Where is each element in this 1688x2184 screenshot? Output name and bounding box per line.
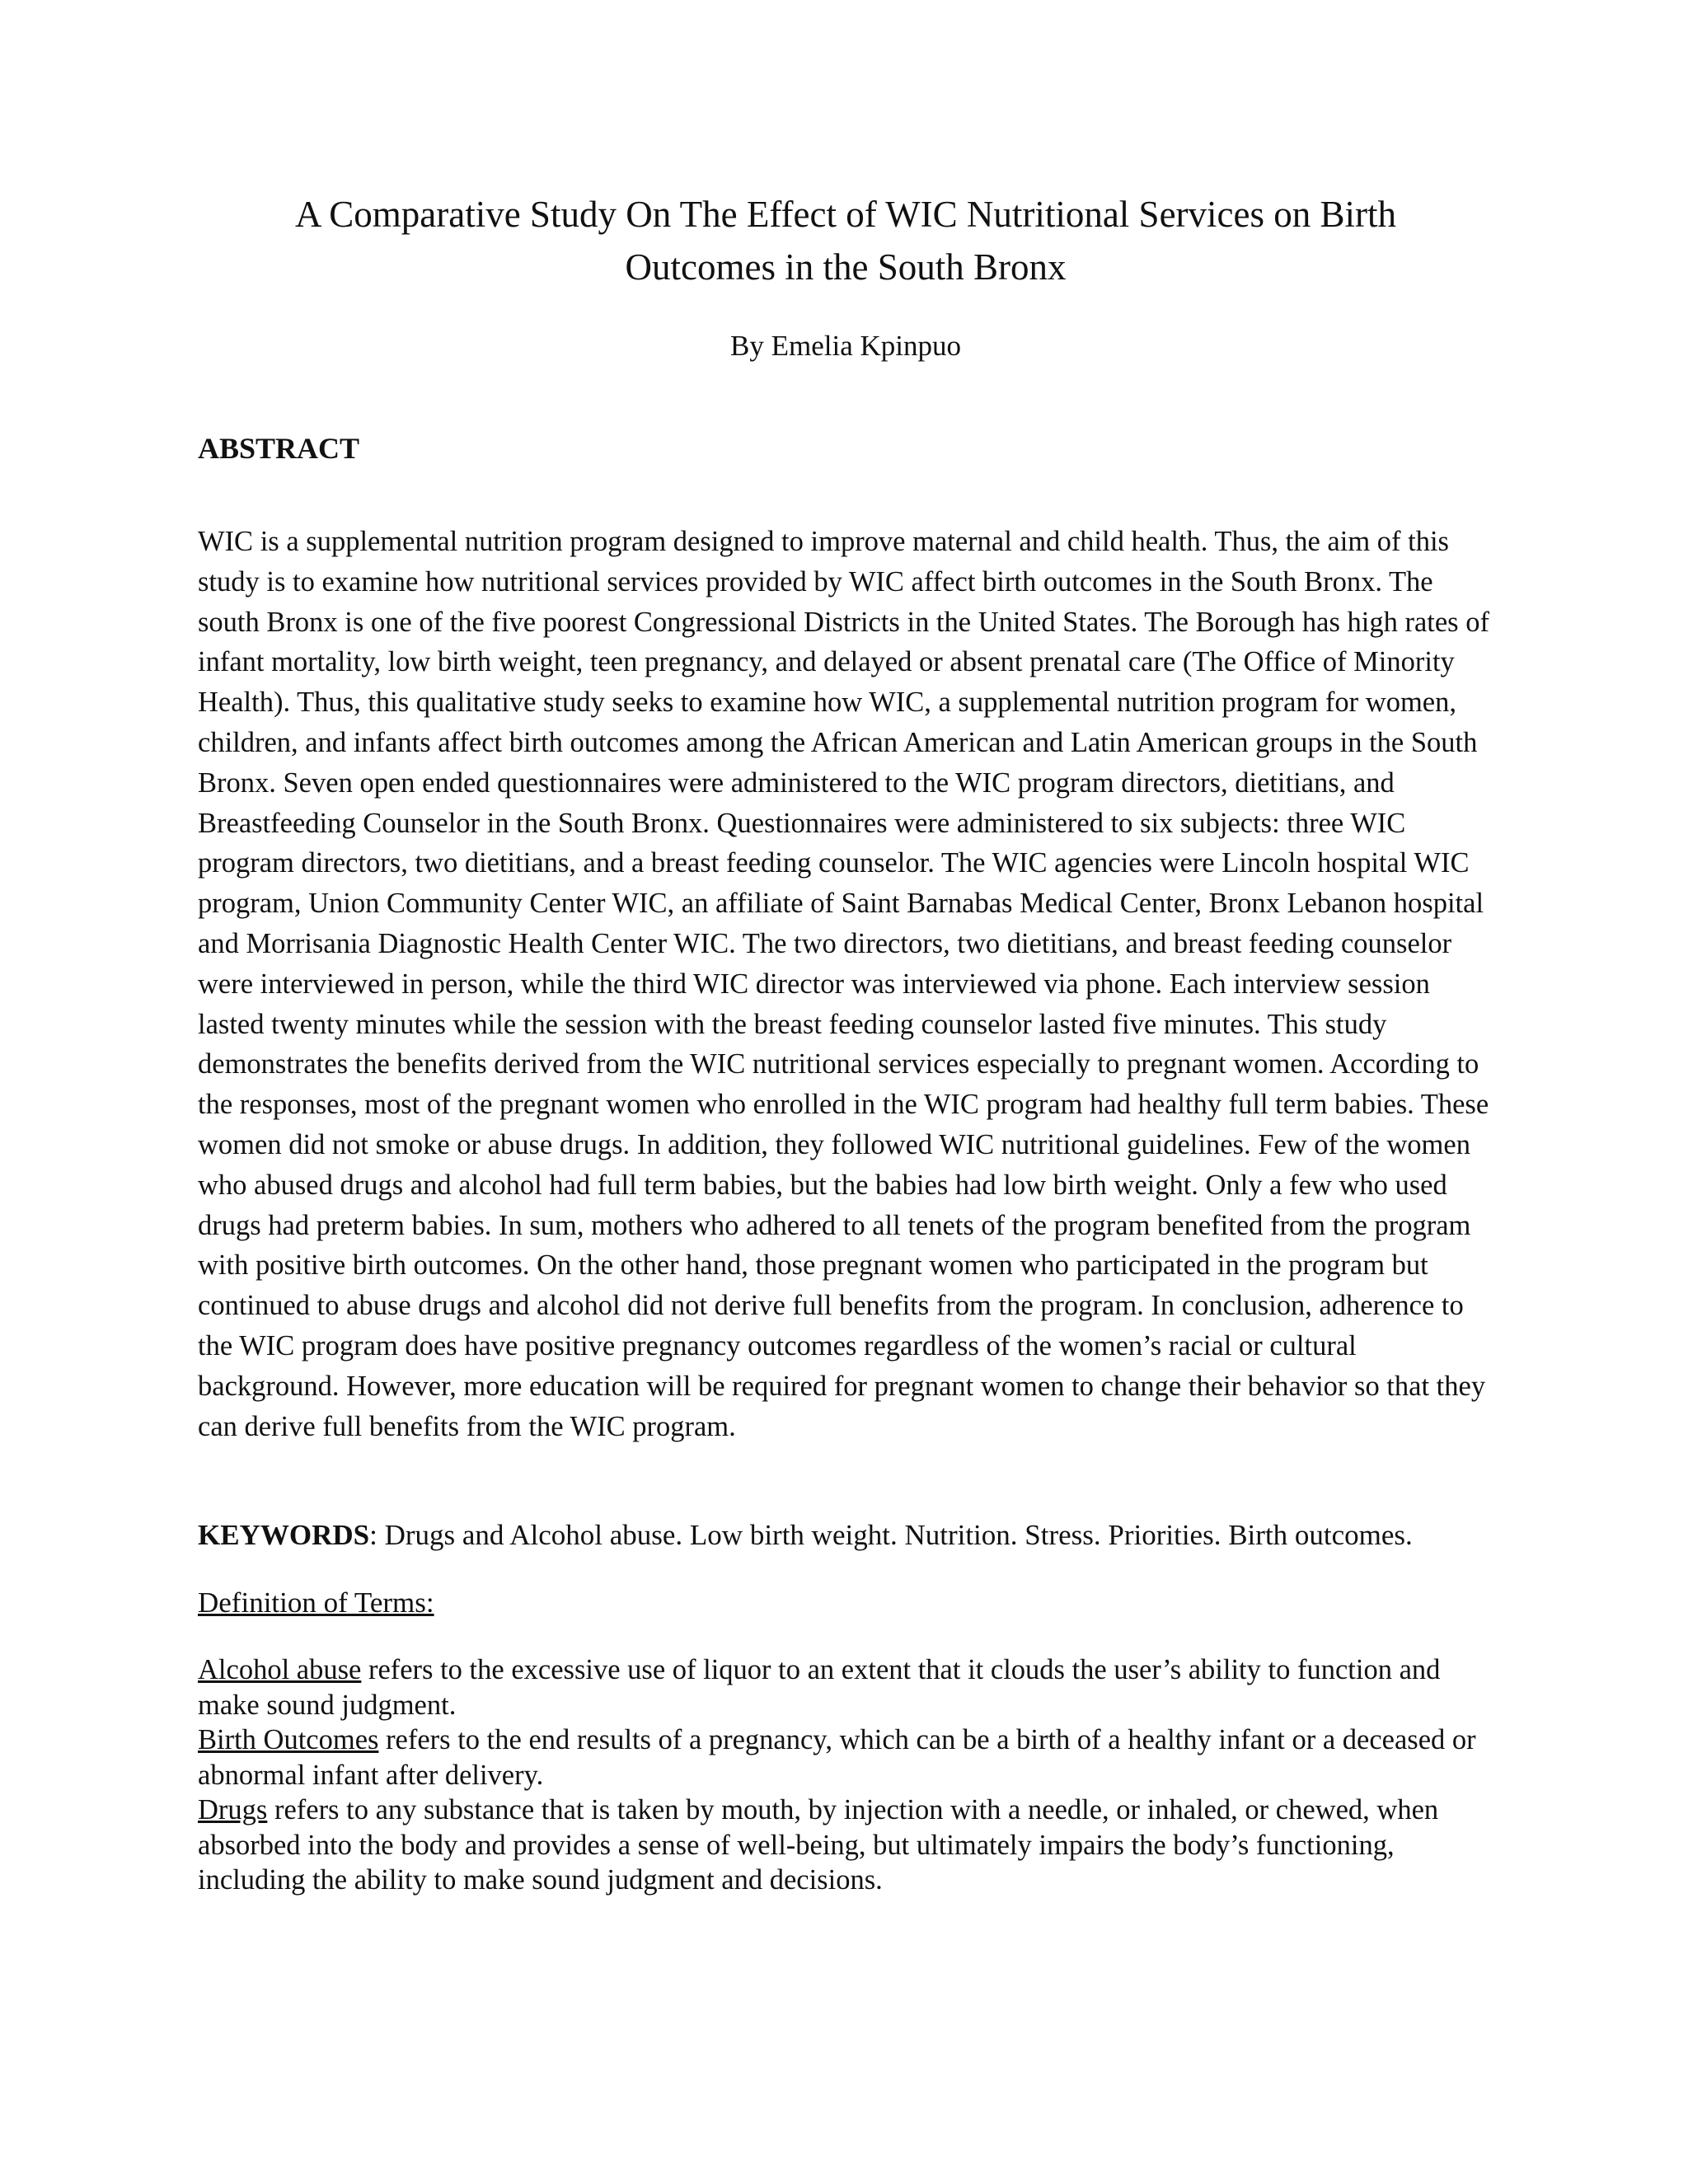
paper-page — [198, 188, 1493, 1898]
paper-title-line-2: Outcomes in the South Bronx — [625, 246, 1067, 288]
paper-title-line-1: A Comparative Study On The Effect of WIC Nutritional Services on Birth — [294, 194, 1397, 235]
definition-alcohol-abuse — [198, 1652, 1493, 1722]
definition-term: Alcohol abuse — [198, 1654, 362, 1686]
definition-drugs — [198, 1793, 1493, 1898]
author-byline: By Emelia Kpinpuo — [730, 330, 961, 362]
abstract-heading: ABSTRACT — [198, 432, 360, 465]
keywords-label: KEYWORDS — [198, 1519, 370, 1552]
paper-title — [198, 188, 1493, 293]
definitions-list — [198, 1652, 1493, 1898]
definition-term: Drugs — [198, 1794, 268, 1826]
definition-term: Birth Outcomes — [198, 1724, 379, 1756]
definitions-heading: Definition of Terms: — [198, 1586, 434, 1619]
keywords-list: : Drugs and Alcohol abuse. Low birth weight. Nutrition. Stress. Priorities. Birth outcomes. — [369, 1519, 1413, 1552]
definition-text: refers to the excessive use of liquor to an extent that it clouds the user’s ability to function and make sound judgment. — [198, 1654, 1441, 1721]
keywords-line — [198, 1517, 1493, 1554]
definition-birth-outcomes — [198, 1722, 1493, 1793]
definition-text: refers to any substance that is taken by mouth, by injection with a needle, or inhaled, or chewed, when absorbed into the body and provides a sense of well-being, but ultimately impairs the body’s functioning, including the ability to make sound judgment and decisions. — [198, 1794, 1439, 1896]
abstract-paragraph: WIC is a supplemental nutrition program designed to improve maternal and child health. Thus, the aim of this study is to examine how nutritional services provided by WIC affect birth outcomes in the South Bronx. The south Bronx is one of the five poorest Congressional Districts in the United States. The Borough has high rates of infant mortality, low birth weight, teen pregnancy, and delayed or absent prenatal care (The Office of Minority Health). Thus, this qualitative study seeks to examine how WIC, a supplemental nutrition program for women, children, and infants affect birth outcomes among the African American and Latin American groups in the South Bronx. Seven open ended questionnaires were administered to the WIC program directors, dietitians, and Breastfeeding Counselor in the South Bronx. Questionnaires were administered to six subjects: three WIC program directors, two dietitians, and a breast feeding counselor. The WIC agencies were Lincoln hospital WIC program, Union Community Center WIC, an affiliate of Saint Barnabas Medical Center, Bronx Lebanon hospital and Morrisania Diagnostic Health Center WIC. The two directors, two dietitians, and breast feeding counselor were interviewed in person, while the third WIC director was interviewed via phone. Each interview session lasted twenty minutes while the session with the breast feeding counselor lasted five minutes. This study demonstrates the benefits derived from the WIC nutritional services especially to pregnant women. According to the responses, most of the pregnant women who enrolled in the WIC program had healthy full term babies. These women did not smoke or abuse drugs. In addition, they followed WIC nutritional guidelines. Few of the women who abused drugs and alcohol had full term babies, but the babies had low birth weight. Only a few who used drugs had preterm babies. In sum, mothers who adhered to all tenets of the program benefited from the program with positive birth outcomes. On the other hand, those pregnant women who participated in the program but continued to abuse drugs and alcohol did not derive full benefits from the program. In conclusion, adherence to the WIC program does have positive pregnancy outcomes regardless of the women’s racial or cultural background. However, more education will be required for pregnant women to change their behavior so that they can derive full benefits from the WIC program. — [198, 526, 1489, 1442]
definition-text: refers to the end results of a pregnancy, which can be a birth of a healthy infant or a deceased or abnormal infant after delivery. — [198, 1724, 1476, 1791]
